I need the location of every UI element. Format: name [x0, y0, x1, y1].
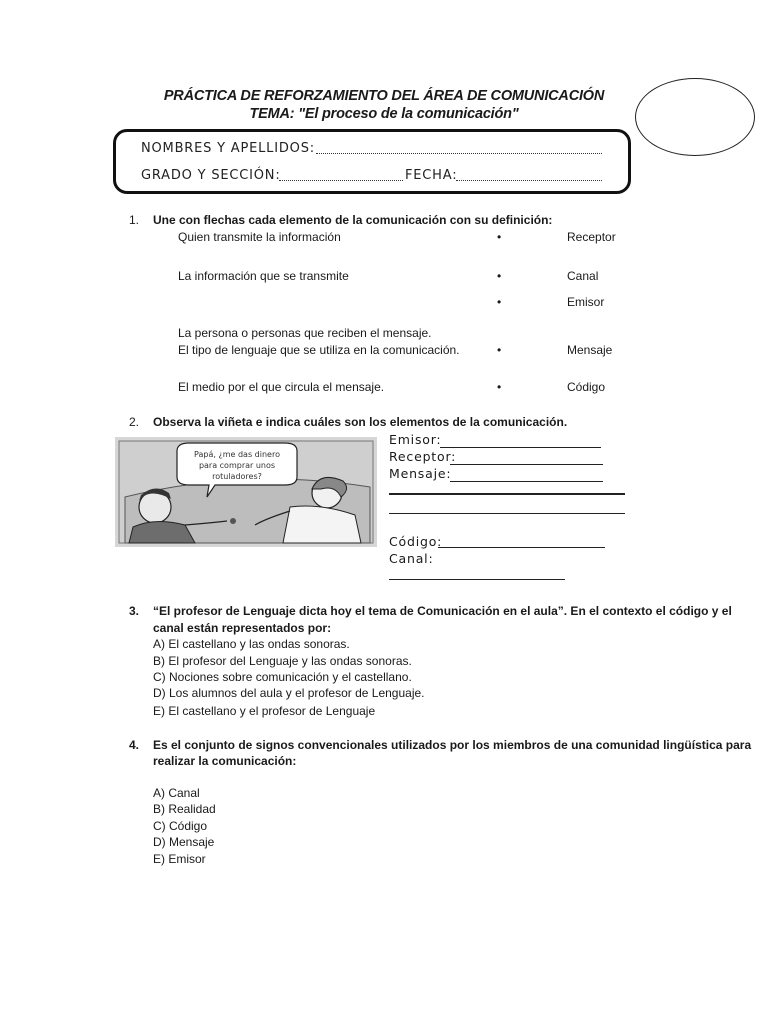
match-dot[interactable]: •	[497, 269, 502, 283]
bubble-line-2: para comprar unos	[198, 461, 276, 470]
q1-definition: El medio por el que circula el mensaje.	[178, 380, 385, 394]
names-field[interactable]	[316, 143, 602, 154]
q1-definition: La información que se transmite	[178, 269, 349, 283]
emisor-field[interactable]	[440, 435, 601, 448]
q3-prompt-line1: “El profesor de Lenguaje dicta hoy el tema de Comunicación en el aula”. En el contexto el código y el	[153, 604, 732, 618]
match-dot[interactable]: •	[497, 380, 502, 394]
q4-option[interactable]: E) Emisor	[153, 852, 206, 866]
names-label: NOMBRES Y APELLIDOS:	[141, 141, 315, 156]
canal-field[interactable]	[389, 579, 565, 580]
emisor-label: Emisor:	[389, 432, 442, 447]
answer-line[interactable]	[389, 493, 625, 495]
q3-option[interactable]: C) Nociones sobre comunicación y el castellano.	[153, 670, 412, 684]
q3-option[interactable]: A) El castellano y las ondas sonoras.	[153, 637, 350, 651]
date-label: FECHA:	[405, 168, 458, 183]
page-subtitle: TEMA: "El proceso de la comunicación"	[249, 106, 519, 122]
q4-option[interactable]: C) Código	[153, 819, 208, 833]
q1-definition: Quien transmite la información	[178, 230, 341, 244]
q1-element: Emisor	[567, 295, 605, 309]
q1-definition: La persona o personas que reciben el mensaje.	[178, 326, 432, 340]
q3-option[interactable]: E) El castellano y el profesor de Lenguaje	[153, 704, 376, 718]
match-dot[interactable]: •	[497, 343, 502, 357]
q1-prompt: Une con flechas cada elemento de la comunicación con su definición:	[153, 213, 553, 227]
q4-option[interactable]: A) Canal	[153, 786, 200, 800]
q1-element: Mensaje	[567, 343, 613, 357]
canal-label: Canal:	[389, 551, 434, 566]
mensaje-label: Mensaje:	[389, 466, 452, 481]
answer-line[interactable]	[389, 513, 625, 514]
q2-number: 2.	[129, 415, 140, 429]
q4-option[interactable]: B) Realidad	[153, 802, 216, 816]
grade-oval	[635, 78, 755, 156]
match-dot[interactable]: •	[497, 230, 502, 244]
q2-prompt: Observa la viñeta e indica cuáles son los elementos de la comunicación.	[153, 415, 568, 429]
q1-element: Código	[567, 380, 606, 394]
q1-definition: El tipo de lenguaje que se utiliza en la comunicación.	[178, 343, 460, 357]
bubble-line-3: rotuladores?	[212, 472, 262, 481]
receptor-field[interactable]	[450, 452, 603, 465]
q4-number: 4.	[129, 738, 140, 752]
q4-prompt-line1: Es el conjunto de signos convencionales utilizados por los miembros de una comunidad lingüística para	[153, 738, 752, 752]
bubble-line-1: Papá, ¿me das dinero	[194, 450, 280, 459]
date-field[interactable]	[456, 170, 602, 181]
codigo-field[interactable]	[438, 535, 605, 548]
codigo-label: Código:	[389, 534, 443, 549]
q1-element: Canal	[567, 269, 599, 283]
q1-element: Receptor	[567, 230, 616, 244]
grade-label: GRADO Y SECCIÓN:	[141, 168, 281, 183]
cartoon-image	[115, 437, 377, 547]
q3-prompt-line2: canal están representados por:	[153, 621, 332, 635]
q3-option[interactable]: B) El profesor del Lenguaje y las ondas sonoras.	[153, 654, 412, 668]
grade-field[interactable]	[279, 170, 403, 181]
q4-prompt-line2: realizar la comunicación:	[153, 754, 297, 768]
student-info-box	[113, 129, 631, 194]
mensaje-field[interactable]	[450, 469, 603, 482]
q3-number: 3.	[129, 604, 140, 618]
match-dot[interactable]: •	[497, 295, 502, 309]
q4-option[interactable]: D) Mensaje	[153, 835, 215, 849]
page-title: PRÁCTICA DE REFORZAMIENTO DEL ÁREA DE COMUNICACIÓN	[163, 88, 605, 104]
q1-number: 1.	[129, 213, 140, 227]
receptor-label: Receptor:	[389, 449, 457, 464]
q3-option[interactable]: D) Los alumnos del aula y el profesor de Lenguaje.	[153, 686, 425, 700]
